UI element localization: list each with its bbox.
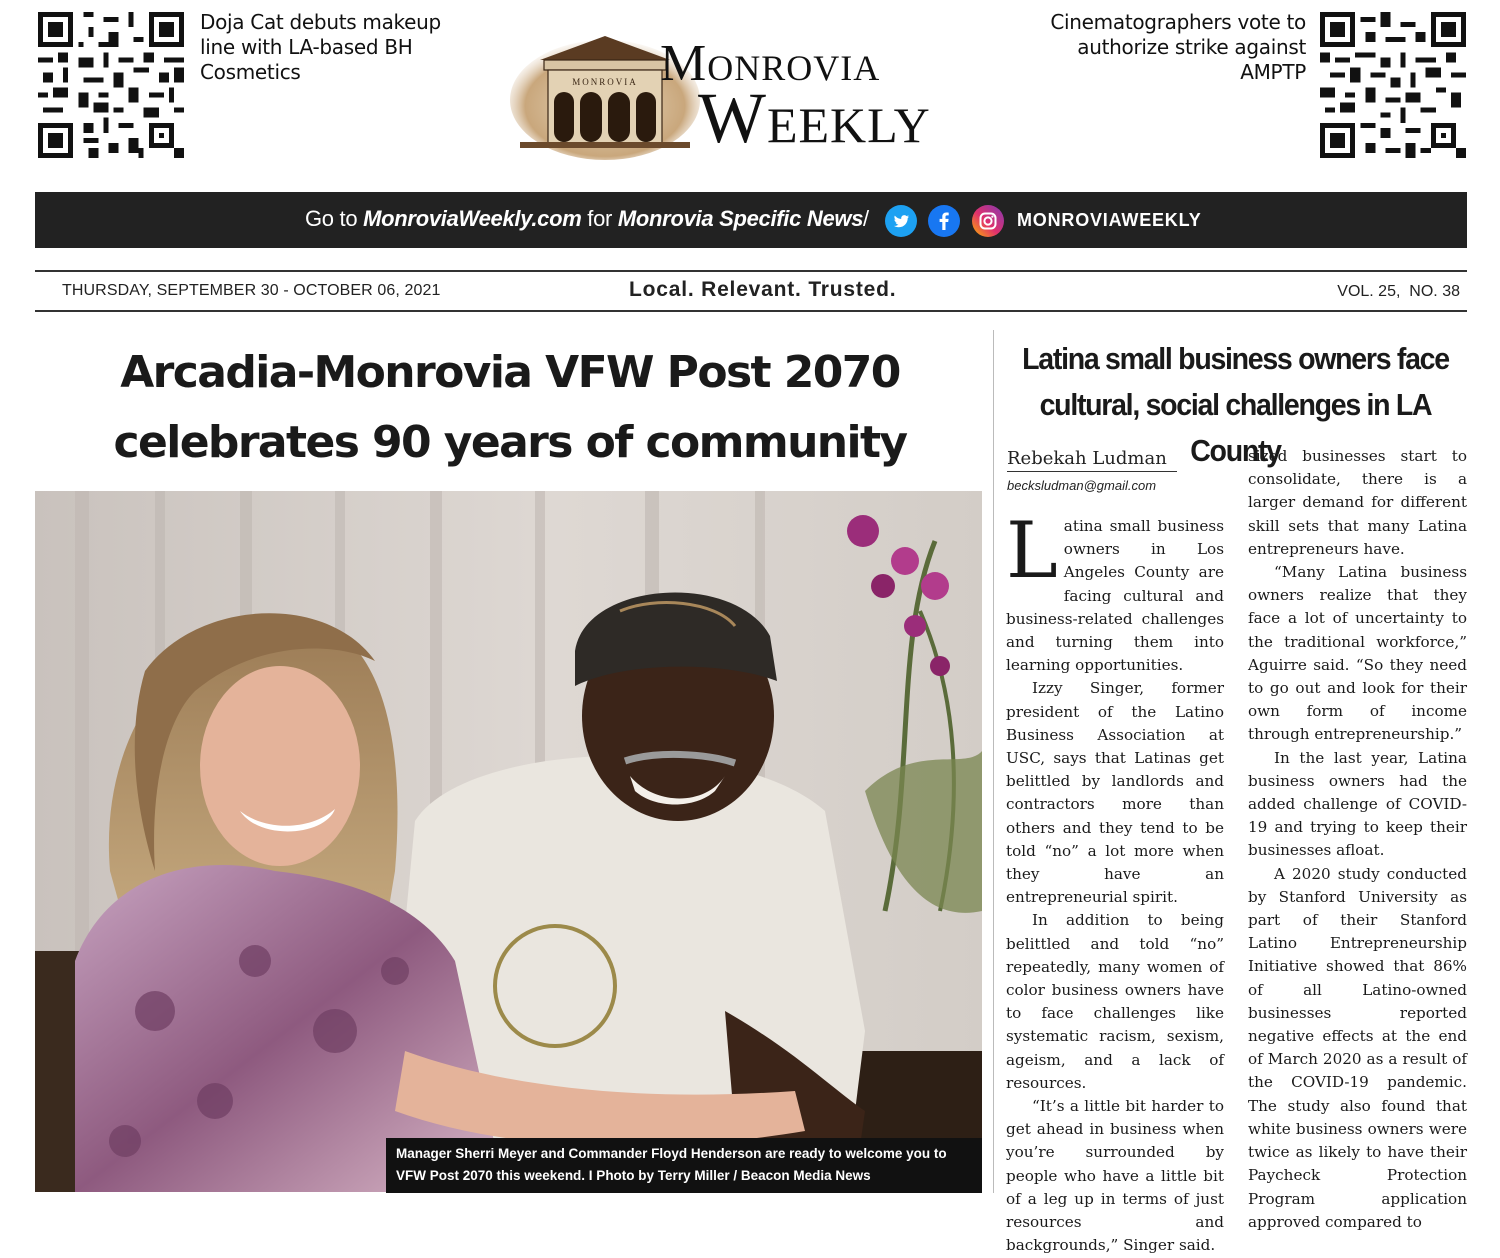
article-paragraph: A 2020 study conducted by Stanford University as part of their Stanford Latino Entrepreneurship Initiative showed that 86% of all Latino-owned businesses reported negative effects at the end of March 2020 as a result of the COVID-19 pandemic. The study also found that white business owners were twice as likely to have their Paycheck Protection Program application approved compared to [1248,864,1467,1231]
article-paragraph: “It’s a little bit harder to get ahead in business when you’re surrounded by people who have a little bit of a leg up in terms of just resources and backgrounds,” Singer said. [1006,1097,1224,1255]
social-handle[interactable]: MONROVIAWEEKLY [1017,210,1202,230]
qr-code-left[interactable] [38,12,184,158]
promo-bar [35,192,1467,248]
article-paragraph: sized businesses start to consolidate, there is a larger demand for different skill sets that many Latina entrepreneurs have. [1248,447,1467,558]
paragraph-text: atina small business owners in Los Angeles County are facing cultural and business-related challenges and turning them into learning opportunities. [1006,517,1224,675]
article-paragraph: In addition to being belittled and told “no” repeatedly, many women of color business owners have to face challenges like systematic racism, sexism, ageism, and a lack of resources. [1006,911,1224,1092]
monrovia-weekly-logo[interactable] [510,30,1000,160]
logo-text-monrovia: Monrovia [660,35,881,92]
promo-specific: Monrovia Specific News [617,206,864,231]
photo-caption: Manager Sherri Meyer and Commander Floyd Henderson are ready to welcome you to VFW Post 2070 this weekend. I Photo by Terry Miller / Beacon Media News [386,1138,982,1193]
lead-headline-line2: celebrates 90 years of community [113,417,907,468]
tagline: Local. Relevant. Trusted. [629,278,897,301]
lead-photo[interactable] [35,491,982,1192]
lead-photo-illustration [35,491,982,1192]
article-column-2 [1248,445,1467,1234]
article-column-1 [1006,506,1224,1258]
side-headline-line1: Latina small business owners face [1022,341,1449,376]
instagram-icon[interactable] [972,205,1004,237]
teaser-cinematographers[interactable]: Cinematographers vote to authorize strike against AMPTP [1050,10,1306,84]
lead-headline-line1: Arcadia-Monrovia VFW Post 2070 [120,347,900,398]
promo-text[interactable] [305,206,863,232]
promo-site-link[interactable]: MonroviaWeekly.com [363,206,582,231]
twitter-icon[interactable] [885,205,917,237]
qr-code-left-graphic [38,12,184,158]
side-headline-line2: cultural, social challenges in LA County [1039,387,1432,468]
article-paragraph: Izzy Singer, former president of the Latino Business Association at USC, says that Latinas get belittled by landlords and contractors more than others and they tend to be told “no” a lot more when they have an entrepreneurial spirit. [1006,679,1224,907]
building-sign: MONROVIA [572,77,638,87]
author-email[interactable]: becksludman@gmail.com [1007,478,1157,493]
bottom-rule [35,310,1467,312]
article-paragraph: “Many Latina business owners realize that they face a lot of uncertainty to the traditional workforce,” Aguirre said. “So they need to go out and look for their own form of income through entrepreneurship.” [1248,563,1467,744]
qr-code-right-graphic [1320,12,1466,158]
column-divider [993,330,994,1193]
volume-number: VOL. 25, NO. 38 [1337,283,1460,300]
teaser-doja-cat[interactable]: Doja Cat debuts makeup line with LA-based BH Cosmetics [200,10,441,84]
article-paragraph [1006,506,1224,677]
promo-for: for [581,206,618,231]
article-paragraph: In the last year, Latina business owners had the added challenge of COVID-19 and trying to keep their businesses afloat. [1248,748,1467,860]
facebook-icon[interactable] [928,205,960,237]
promo-slash: / [863,206,870,231]
logo-text-weekly: Weekly [698,78,931,158]
promo-go-to: Go to [305,206,364,231]
qr-code-right[interactable] [1320,12,1466,158]
issue-date: THURSDAY, SEPTEMBER 30 - OCTOBER 06, 2021 [62,282,441,299]
author-byline[interactable]: Rebekah Ludman [1007,448,1177,472]
drop-cap: L [1006,506,1058,596]
top-rule [35,270,1467,272]
